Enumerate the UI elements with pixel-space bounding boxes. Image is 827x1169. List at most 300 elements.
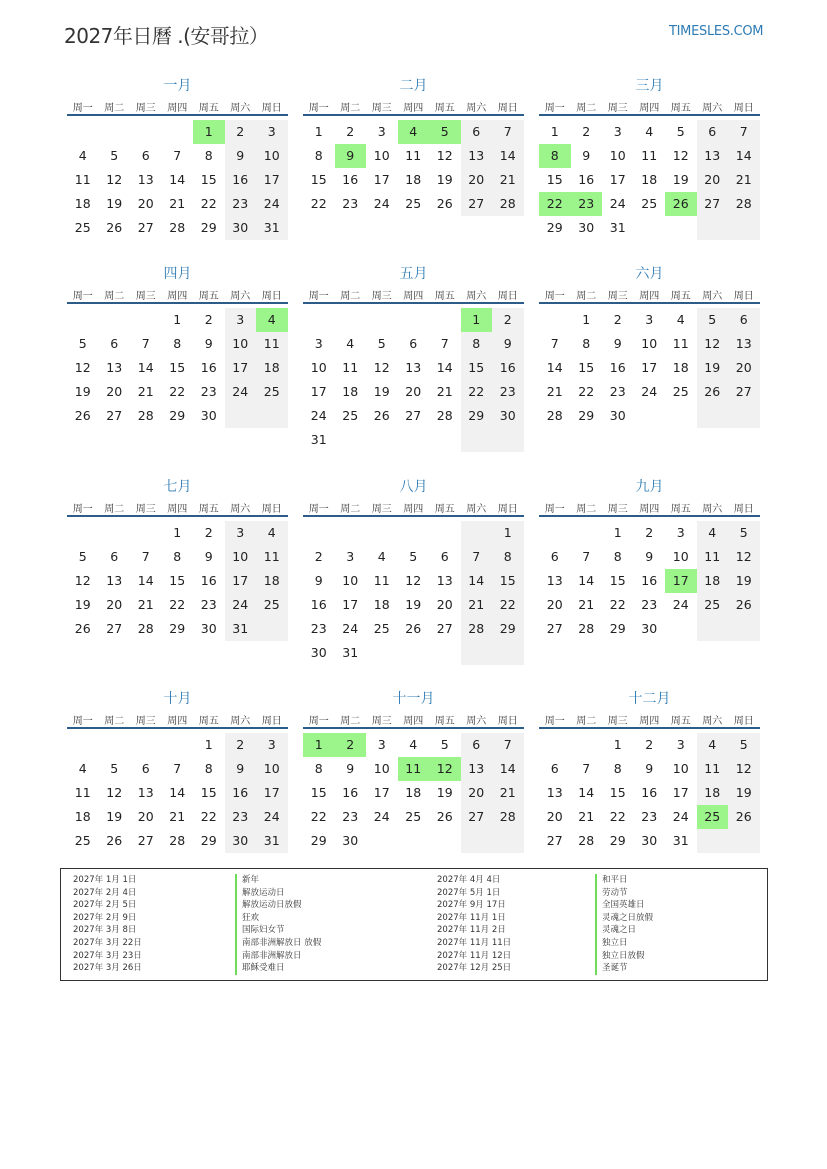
day-cell: 16 (499, 360, 516, 375)
weekday-label: 周三 (135, 103, 156, 114)
weekday-label: 周二 (340, 103, 361, 114)
day-cell: 7 (173, 148, 182, 163)
day-cell: 11 (373, 573, 390, 588)
day-cell: 11 (263, 336, 280, 351)
month-divider (67, 727, 288, 729)
day-cell: 27 (106, 408, 123, 423)
day-cell: 12 (735, 761, 752, 776)
holiday-day-cell: 25 (697, 805, 729, 829)
day-cell: 21 (546, 384, 563, 399)
holiday-date: 2027年 3月 23日 (73, 950, 142, 961)
day-cell: 31 (310, 432, 327, 447)
weekday-label: 周六 (230, 504, 251, 515)
day-cell: 18 (342, 384, 359, 399)
holiday-name: 独立日放假 (602, 950, 645, 961)
day-cell: 23 (310, 621, 327, 636)
day-cell: 29 (200, 833, 217, 848)
weekday-label: 周四 (167, 504, 188, 515)
weekday-label: 周日 (261, 291, 282, 302)
day-cell: 16 (310, 597, 327, 612)
day-cell: 3 (267, 124, 276, 139)
day-cell: 17 (373, 172, 390, 187)
day-cell: 22 (200, 196, 217, 211)
day-cell: 11 (342, 360, 359, 375)
day-cell: 20 (468, 785, 485, 800)
day-cell: 24 (641, 384, 658, 399)
day-cell: 26 (704, 384, 721, 399)
day-cell: 26 (373, 408, 390, 423)
day-cell: 26 (106, 833, 123, 848)
day-cell: 10 (373, 761, 390, 776)
day-cell: 28 (169, 220, 186, 235)
day-cell: 18 (263, 360, 280, 375)
day-cell: 2 (204, 525, 213, 540)
weekday-label: 周六 (702, 504, 723, 515)
month-divider (67, 302, 288, 304)
weekday-label: 周二 (576, 103, 597, 114)
day-cell: 8 (613, 549, 622, 564)
month-divider (539, 302, 760, 304)
day-cell: 25 (672, 384, 689, 399)
day-cell: 25 (405, 809, 422, 824)
holiday-dates-right (437, 874, 511, 975)
day-cell: 19 (74, 597, 91, 612)
weekday-label: 周四 (403, 716, 424, 727)
day-cell: 12 (373, 360, 390, 375)
holiday-date: 2027年 2月 5日 (73, 900, 137, 911)
weekday-label: 周二 (340, 504, 361, 515)
day-cell: 2 (645, 737, 654, 752)
month-divider (539, 727, 760, 729)
month-block (303, 75, 524, 216)
weekday-label: 周三 (371, 716, 392, 727)
holiday-name: 新年 (242, 875, 260, 885)
holiday-name: 解放运动日 (242, 887, 285, 898)
day-cell: 4 (78, 761, 87, 776)
day-cell: 22 (169, 597, 186, 612)
day-cell: 24 (373, 809, 390, 824)
day-cell: 24 (263, 809, 280, 824)
day-cell: 30 (578, 220, 595, 235)
day-cell: 22 (310, 809, 327, 824)
day-cell: 20 (546, 809, 563, 824)
day-cell: 23 (200, 597, 217, 612)
day-cell: 9 (645, 549, 654, 564)
weekday-label: 周日 (733, 504, 754, 515)
day-cell: 20 (735, 360, 752, 375)
weekday-label: 周日 (733, 103, 754, 114)
day-cell: 10 (609, 148, 626, 163)
day-cell: 28 (499, 196, 516, 211)
holiday-day-cell: 17 (665, 569, 697, 593)
day-cell: 27 (735, 384, 752, 399)
weekday-label: 周三 (135, 504, 156, 515)
day-cell: 12 (74, 573, 91, 588)
day-cell: 5 (409, 549, 418, 564)
month-block (67, 688, 288, 853)
day-cell: 12 (74, 360, 91, 375)
weekday-label: 周四 (639, 291, 660, 302)
weekday-label: 周二 (104, 103, 125, 114)
weekday-label: 周日 (497, 291, 518, 302)
day-cell: 24 (232, 384, 249, 399)
day-cell: 6 (739, 312, 748, 327)
day-cell: 28 (578, 621, 595, 636)
day-cell: 16 (342, 172, 359, 187)
holiday-date: 2027年 11月 12日 (437, 950, 512, 961)
day-cell: 29 (169, 408, 186, 423)
day-cell: 5 (110, 148, 119, 163)
day-cell: 23 (232, 196, 249, 211)
day-cell: 30 (232, 220, 249, 235)
weekday-label: 周四 (167, 103, 188, 114)
day-cell: 7 (503, 124, 512, 139)
holiday-date: 2027年 3月 26日 (73, 963, 142, 974)
holiday-date: 2027年 3月 22日 (73, 937, 142, 948)
day-cell: 27 (546, 621, 563, 636)
holiday-name: 南部非洲解放日 放假 (242, 937, 322, 948)
day-cell: 8 (314, 148, 323, 163)
day-cell: 14 (578, 785, 595, 800)
day-cell: 25 (405, 196, 422, 211)
day-cell: 30 (641, 833, 658, 848)
holiday-name: 南部非洲解放日 (242, 950, 302, 961)
day-cell: 14 (468, 573, 485, 588)
day-cell: 4 (409, 737, 418, 752)
weekday-label: 周一 (544, 291, 565, 302)
weekday-label: 周一 (308, 716, 329, 727)
day-cell: 18 (74, 809, 91, 824)
weekday-label: 周日 (261, 716, 282, 727)
day-cell: 2 (346, 124, 355, 139)
day-cell: 4 (267, 525, 276, 540)
day-cell: 16 (232, 785, 249, 800)
day-cell: 22 (578, 384, 595, 399)
day-cell: 13 (106, 360, 123, 375)
day-cell: 23 (641, 597, 658, 612)
day-cell: 30 (200, 408, 217, 423)
day-cell: 22 (499, 597, 516, 612)
month-block (303, 263, 524, 452)
day-cell: 15 (546, 172, 563, 187)
day-cell: 3 (377, 737, 386, 752)
day-cell: 14 (169, 172, 186, 187)
day-cell: 18 (263, 573, 280, 588)
holiday-day-cell: 2 (335, 733, 367, 757)
holiday-date: 2027年 11月 11日 (437, 937, 512, 948)
day-cell: 21 (169, 196, 186, 211)
day-cell: 5 (739, 737, 748, 752)
month-name: 九月 (635, 479, 664, 495)
weekday-label: 周二 (104, 716, 125, 727)
holiday-name: 耶稣受难日 (242, 963, 285, 974)
month-name: 四月 (163, 266, 192, 282)
day-cell: 9 (314, 573, 323, 588)
weekday-label: 周一 (72, 291, 93, 302)
day-cell: 22 (310, 196, 327, 211)
day-cell: 8 (613, 761, 622, 776)
day-cell: 4 (346, 336, 355, 351)
day-cell: 7 (440, 336, 449, 351)
day-cell: 28 (499, 809, 516, 824)
day-cell: 19 (672, 172, 689, 187)
day-cell: 22 (200, 809, 217, 824)
weekday-label: 周五 (198, 716, 219, 727)
day-cell: 8 (173, 336, 182, 351)
day-cell: 17 (373, 785, 390, 800)
day-cell: 16 (641, 573, 658, 588)
day-cell: 24 (232, 597, 249, 612)
day-cell: 29 (169, 621, 186, 636)
day-cell: 27 (546, 833, 563, 848)
day-cell: 23 (232, 809, 249, 824)
day-cell: 27 (405, 408, 422, 423)
weekday-label: 周五 (670, 103, 691, 114)
day-cell: 28 (578, 833, 595, 848)
weekday-label: 周一 (72, 716, 93, 727)
day-cell: 31 (672, 833, 689, 848)
day-cell: 8 (204, 761, 213, 776)
holiday-day-cell: 1 (461, 308, 493, 332)
holiday-names-right (595, 874, 653, 975)
weekday-label: 周六 (702, 291, 723, 302)
holiday-name: 国际妇女节 (242, 925, 285, 936)
day-cell: 9 (236, 761, 245, 776)
day-cell: 9 (613, 336, 622, 351)
brand-link[interactable]: TIMESLES.COM (669, 24, 764, 39)
day-cell: 12 (106, 172, 123, 187)
day-cell: 15 (609, 785, 626, 800)
month-divider (303, 727, 524, 729)
day-cell: 25 (74, 220, 91, 235)
day-cell: 20 (137, 809, 154, 824)
day-cell: 22 (609, 809, 626, 824)
day-cell: 10 (263, 148, 280, 163)
month-block (539, 688, 760, 853)
day-cell: 5 (676, 124, 685, 139)
weekday-label: 周三 (607, 103, 628, 114)
holiday-name: 独立日 (602, 937, 628, 948)
day-cell: 30 (200, 621, 217, 636)
day-cell: 31 (609, 220, 626, 235)
day-cell: 11 (704, 761, 721, 776)
weekday-label: 周日 (733, 291, 754, 302)
day-cell: 3 (236, 312, 245, 327)
day-cell: 5 (78, 336, 87, 351)
day-cell: 9 (582, 148, 591, 163)
holiday-list (60, 868, 768, 981)
day-cell: 5 (708, 312, 717, 327)
day-cell: 10 (672, 549, 689, 564)
day-cell: 23 (342, 196, 359, 211)
weekday-label: 周一 (72, 103, 93, 114)
day-cell: 22 (609, 597, 626, 612)
holiday-date: 2027年 4月 4日 (437, 875, 501, 885)
month-name: 十月 (163, 691, 192, 707)
day-cell: 19 (405, 597, 422, 612)
day-cell: 27 (137, 833, 154, 848)
day-cell: 21 (578, 809, 595, 824)
day-cell: 21 (499, 172, 516, 187)
day-cell: 1 (173, 525, 182, 540)
day-cell: 26 (74, 621, 91, 636)
day-cell: 13 (468, 761, 485, 776)
day-cell: 16 (232, 172, 249, 187)
day-cell: 30 (641, 621, 658, 636)
weekday-label: 周六 (702, 716, 723, 727)
day-cell: 12 (672, 148, 689, 163)
day-cell: 25 (263, 384, 280, 399)
holiday-date: 2027年 1月 1日 (73, 875, 137, 885)
weekday-label: 周五 (198, 103, 219, 114)
weekday-label: 周四 (167, 291, 188, 302)
day-cell: 19 (74, 384, 91, 399)
day-cell: 23 (200, 384, 217, 399)
day-cell: 11 (74, 785, 91, 800)
day-cell: 2 (314, 549, 323, 564)
day-cell: 24 (609, 196, 626, 211)
day-cell: 21 (578, 597, 595, 612)
day-cell: 20 (106, 384, 123, 399)
weekday-label: 周日 (497, 716, 518, 727)
day-cell: 26 (106, 220, 123, 235)
day-cell: 28 (169, 833, 186, 848)
day-cell: 11 (672, 336, 689, 351)
day-cell: 21 (499, 785, 516, 800)
day-cell: 5 (739, 525, 748, 540)
holiday-name: 和平日 (602, 875, 628, 885)
holiday-date: 2027年 5月 1日 (437, 887, 501, 898)
holiday-name: 狂欢 (242, 912, 260, 923)
day-cell: 21 (169, 809, 186, 824)
day-cell: 2 (645, 525, 654, 540)
day-cell: 14 (499, 148, 516, 163)
month-divider (303, 114, 524, 116)
weekday-label: 周六 (230, 291, 251, 302)
day-cell: 1 (613, 525, 622, 540)
day-cell: 10 (263, 761, 280, 776)
month-block (539, 476, 760, 641)
day-cell: 24 (263, 196, 280, 211)
weekday-label: 周三 (371, 504, 392, 515)
month-block (539, 75, 760, 240)
day-cell: 16 (342, 785, 359, 800)
day-cell: 19 (436, 785, 453, 800)
day-cell: 16 (609, 360, 626, 375)
day-cell: 16 (641, 785, 658, 800)
day-cell: 11 (704, 549, 721, 564)
day-cell: 8 (204, 148, 213, 163)
day-cell: 9 (503, 336, 512, 351)
holiday-day-cell: 5 (429, 120, 461, 144)
day-cell: 18 (74, 196, 91, 211)
weekday-label: 周二 (104, 504, 125, 515)
day-cell: 13 (735, 336, 752, 351)
day-cell: 29 (609, 621, 626, 636)
day-cell: 18 (405, 172, 422, 187)
month-block (67, 75, 288, 240)
day-cell: 24 (373, 196, 390, 211)
day-cell: 14 (137, 360, 154, 375)
holiday-day-cell: 11 (398, 757, 430, 781)
weekday-label: 周四 (403, 103, 424, 114)
day-cell: 3 (645, 312, 654, 327)
weekday-label: 周五 (434, 716, 455, 727)
day-cell: 21 (137, 597, 154, 612)
month-name: 八月 (399, 479, 428, 495)
day-cell: 8 (472, 336, 481, 351)
weekday-label: 周三 (607, 504, 628, 515)
month-name: 五月 (399, 266, 428, 282)
day-cell: 18 (641, 172, 658, 187)
day-cell: 5 (440, 737, 449, 752)
day-cell: 16 (578, 172, 595, 187)
weekday-label: 周五 (670, 504, 691, 515)
holiday-day-cell: 8 (539, 144, 571, 168)
day-cell: 16 (200, 360, 217, 375)
day-cell: 2 (582, 124, 591, 139)
day-cell: 1 (550, 124, 559, 139)
holiday-date: 2027年 2月 4日 (73, 887, 137, 898)
day-cell: 6 (141, 761, 150, 776)
weekday-label: 周一 (308, 103, 329, 114)
day-cell: 13 (436, 573, 453, 588)
day-cell: 15 (200, 785, 217, 800)
holiday-date: 2027年 11月 2日 (437, 925, 506, 936)
day-cell: 6 (440, 549, 449, 564)
weekday-label: 周三 (607, 291, 628, 302)
day-cell: 20 (468, 172, 485, 187)
weekday-label: 周日 (261, 103, 282, 114)
day-cell: 29 (546, 220, 563, 235)
holiday-name: 灵魂之日 (602, 925, 637, 936)
weekday-label: 周日 (733, 716, 754, 727)
day-cell: 17 (263, 785, 280, 800)
weekday-label: 周五 (670, 291, 691, 302)
holiday-names-left (235, 874, 321, 975)
day-cell: 6 (550, 761, 559, 776)
day-cell: 28 (735, 196, 752, 211)
day-cell: 9 (204, 549, 213, 564)
day-cell: 26 (405, 621, 422, 636)
month-divider (303, 302, 524, 304)
weekday-label: 周六 (702, 103, 723, 114)
day-cell: 26 (436, 809, 453, 824)
day-cell: 24 (672, 597, 689, 612)
day-cell: 13 (546, 785, 563, 800)
day-cell: 15 (609, 573, 626, 588)
month-block (539, 263, 760, 428)
day-cell: 1 (314, 124, 323, 139)
day-cell: 27 (106, 621, 123, 636)
month-name: 十二月 (628, 691, 671, 707)
day-cell: 19 (106, 196, 123, 211)
holiday-date: 2027年 9月 17日 (437, 900, 506, 911)
day-cell: 16 (200, 573, 217, 588)
day-cell: 27 (468, 809, 485, 824)
day-cell: 26 (735, 809, 752, 824)
day-cell: 11 (641, 148, 658, 163)
day-cell: 1 (503, 525, 512, 540)
day-cell: 6 (550, 549, 559, 564)
day-cell: 31 (263, 833, 280, 848)
day-cell: 27 (137, 220, 154, 235)
weekday-label: 周五 (434, 291, 455, 302)
day-cell: 1 (613, 737, 622, 752)
weekday-label: 周六 (466, 716, 487, 727)
day-cell: 10 (672, 761, 689, 776)
day-cell: 15 (310, 172, 327, 187)
